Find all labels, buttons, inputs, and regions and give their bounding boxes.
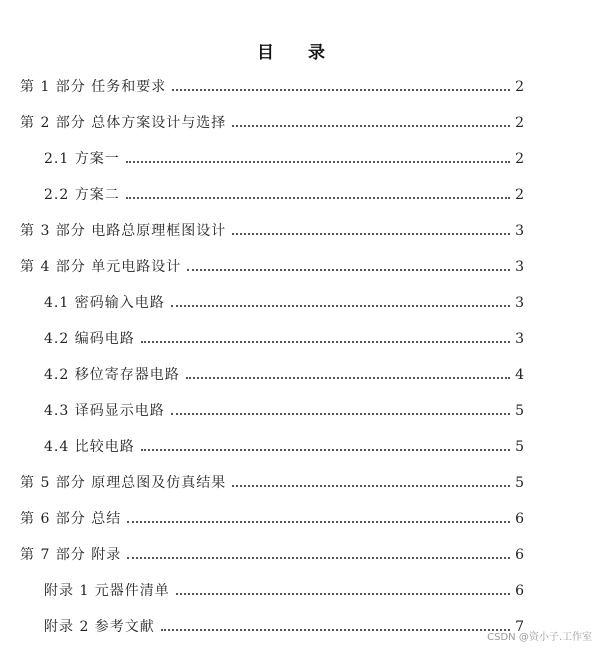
toc-dot-leader — [232, 124, 510, 127]
toc-entry-page-number: 2 — [515, 115, 524, 131]
toc-title: 目 录 — [257, 43, 339, 63]
toc-entry-label: 4.3 译码显示电路 — [44, 403, 165, 419]
toc-entry-page-number: 3 — [515, 259, 524, 275]
toc-dot-leader — [176, 592, 510, 595]
toc-entry-label: 第 2 部分 总体方案设计与选择 — [20, 115, 227, 131]
toc-entry[interactable] — [0, 144, 596, 168]
toc-entry-page-number: 5 — [515, 439, 524, 455]
toc-entry-label: 第 5 部分 原理总图及仿真结果 — [20, 475, 227, 491]
toc-dot-leader — [171, 412, 510, 415]
toc-dot-leader — [232, 484, 510, 487]
toc-entry-page-number: 2 — [515, 187, 524, 203]
toc-entry[interactable] — [0, 324, 596, 348]
toc-dot-leader — [126, 196, 510, 199]
toc-entry-page-number: 3 — [515, 295, 524, 311]
toc-entry-label: 附录 2 参考文献 — [44, 619, 155, 635]
toc-entry-page-number: 2 — [515, 79, 524, 95]
toc-entry[interactable] — [0, 396, 596, 420]
toc-entry-page-number: 2 — [515, 151, 524, 167]
toc-dot-leader — [141, 448, 510, 451]
toc-entry[interactable] — [0, 432, 596, 456]
toc-entry-label: 2.1 方案一 — [44, 151, 120, 167]
toc-entry-page-number: 6 — [515, 511, 524, 527]
toc-entry[interactable] — [0, 576, 596, 600]
toc-entry[interactable] — [0, 216, 596, 240]
toc-dot-leader — [186, 376, 510, 379]
toc-dot-leader — [171, 304, 510, 307]
toc-entry-page-number: 4 — [515, 367, 524, 383]
toc-entry[interactable] — [0, 504, 596, 528]
toc-entry[interactable] — [0, 252, 596, 276]
toc-entry[interactable] — [0, 72, 596, 96]
toc-entry-label: 4.2 编码电路 — [44, 331, 135, 347]
toc-entry-page-number: 5 — [515, 403, 524, 419]
toc-entry[interactable] — [0, 540, 596, 564]
toc-entry-page-number: 6 — [515, 547, 524, 563]
toc-entry[interactable] — [0, 360, 596, 384]
toc-entry-label: 附录 1 元器件清单 — [44, 583, 170, 599]
toc-entry[interactable] — [0, 468, 596, 492]
toc-entry-label: 第 6 部分 总结 — [20, 511, 122, 527]
toc-dot-leader — [187, 268, 510, 271]
toc-entry-label: 第 3 部分 电路总原理框图设计 — [20, 223, 227, 239]
csdn-watermark: CSDN @资小子.工作室 — [487, 632, 592, 643]
toc-entry-page-number: 3 — [515, 223, 524, 239]
toc-entry-label: 2.2 方案二 — [44, 187, 120, 203]
toc-dot-leader — [141, 340, 510, 343]
toc-entry[interactable] — [0, 180, 596, 204]
toc-entry-page-number: 3 — [515, 331, 524, 347]
toc-dot-leader — [126, 160, 510, 163]
toc-entry-label: 第 1 部分 任务和要求 — [20, 79, 167, 95]
toc-dot-leader — [127, 520, 510, 523]
toc-entry-label: 4.2 移位寄存器电路 — [44, 367, 180, 383]
toc-entry-page-number: 5 — [515, 475, 524, 491]
toc-entry-label: 第 7 部分 附录 — [20, 547, 122, 563]
toc-entry-label: 4.1 密码输入电路 — [44, 295, 165, 311]
toc-entry[interactable] — [0, 288, 596, 312]
toc-dot-leader — [127, 556, 510, 559]
toc-entry-label: 4.4 比较电路 — [44, 439, 135, 455]
toc-entry-page-number: 7 — [515, 619, 524, 635]
toc-dot-leader — [172, 88, 510, 91]
toc-dot-leader — [161, 628, 510, 631]
toc-entry[interactable] — [0, 108, 596, 132]
toc-dot-leader — [232, 232, 510, 235]
toc-entry-page-number: 6 — [515, 583, 524, 599]
toc-entry-label: 第 4 部分 单元电路设计 — [20, 259, 182, 275]
